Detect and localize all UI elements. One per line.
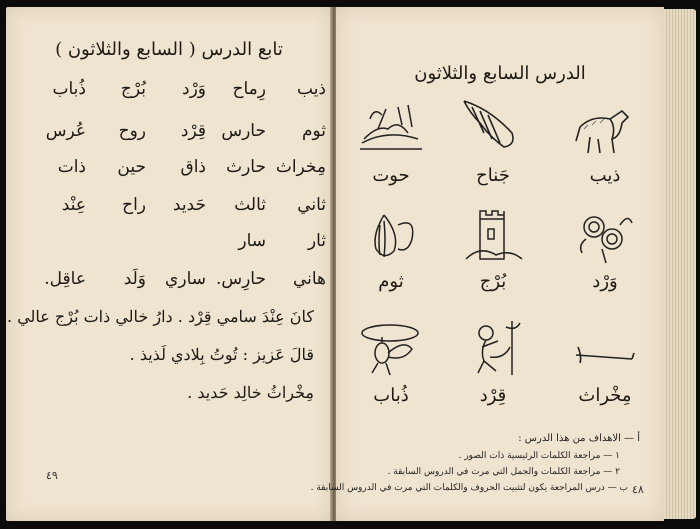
left-page-number: ٤٩ xyxy=(46,469,58,482)
tower-icon xyxy=(460,205,526,265)
word: ثالث xyxy=(234,195,266,215)
picture-word-7: مِخْراث xyxy=(578,385,632,406)
word: قِرْد xyxy=(180,121,206,141)
picture-word-8: قِرْد xyxy=(479,385,507,406)
word: هاني xyxy=(292,269,326,289)
word: ذيب xyxy=(297,79,326,99)
picture-word-1: ذيب xyxy=(589,165,621,186)
left-page xyxy=(6,7,332,521)
word: ذاق xyxy=(180,157,206,177)
objective-2: ٢ — مراجعة الكلمات والجمل التي مرت في الدروس السابقة . xyxy=(387,467,620,477)
word: بُرْج xyxy=(120,79,146,99)
word-row xyxy=(26,269,326,289)
rose-icon xyxy=(572,205,638,265)
sentence-2: قالَ عَزيز : تُوتُ بِلادي لَذيذ . xyxy=(129,345,314,364)
word: سار xyxy=(238,231,266,251)
word: حين xyxy=(117,157,146,177)
picture-word-4: وَرْد xyxy=(592,271,618,292)
picture-word-5: بُرْج xyxy=(479,271,507,292)
picture-word-9: ذُباب xyxy=(373,385,409,406)
garlic-icon xyxy=(358,205,424,265)
word: عاقِل. xyxy=(44,269,86,289)
word: وَرْد xyxy=(182,79,206,99)
wing-icon xyxy=(460,93,526,153)
right-page-title: الدرس السابع والثلاثون xyxy=(414,63,586,84)
word: ذات xyxy=(57,157,86,177)
word: وَلَد xyxy=(123,269,146,289)
left-page-title: تابع الدرس ( السابع والثلاثون ) xyxy=(55,39,283,60)
picture-word-2: جَناح xyxy=(476,165,510,186)
word: حارس xyxy=(221,121,266,141)
word: حَديد xyxy=(172,195,206,215)
word: روح xyxy=(118,121,146,141)
word: راح xyxy=(122,195,146,215)
word-row xyxy=(26,121,326,141)
objective-1: ١ — مراجعة الكلمات الرئيسية ذات الصور . xyxy=(458,451,620,461)
word: مِخراث xyxy=(275,157,326,177)
word: حارث xyxy=(226,157,266,177)
word-row xyxy=(26,157,326,177)
sentence-3: مِخْراثُ خالِد حَديد . xyxy=(187,383,314,402)
sentence-1: كانَ عِنْدَ سامي قِرْد . دارُ خالي ذات بُرْج عالي . xyxy=(7,307,314,326)
page-edges xyxy=(664,9,696,519)
word: حارِس. xyxy=(215,269,266,289)
word-row xyxy=(26,231,326,251)
picture-word-6: ثوم xyxy=(378,271,404,292)
whale-icon xyxy=(358,99,424,159)
fly-icon xyxy=(358,319,424,379)
picture-word-3: حوت xyxy=(372,165,410,186)
word: ثار xyxy=(307,231,326,251)
word: ساري xyxy=(165,269,206,289)
word: رِماح xyxy=(232,79,266,99)
objective-b: ب — درس المراجعة يكون لتثبيت الحروف والكلمات التي مرت في الدروس السابقة . xyxy=(310,483,628,493)
word: ثاني xyxy=(297,195,326,215)
right-page-number: ٤٨ xyxy=(632,483,644,496)
objectives-heading: أ — الاهداف من هذا الدرس : xyxy=(518,433,640,444)
word: عُرس xyxy=(45,121,86,141)
word: ذُباب xyxy=(52,79,86,99)
wolf-icon xyxy=(572,97,638,157)
monkey-icon xyxy=(460,317,526,377)
word: عِنْد xyxy=(61,195,86,215)
word-row xyxy=(26,79,326,99)
word: ثوم xyxy=(301,121,326,141)
plough-icon xyxy=(572,323,638,383)
word-row xyxy=(26,195,326,215)
